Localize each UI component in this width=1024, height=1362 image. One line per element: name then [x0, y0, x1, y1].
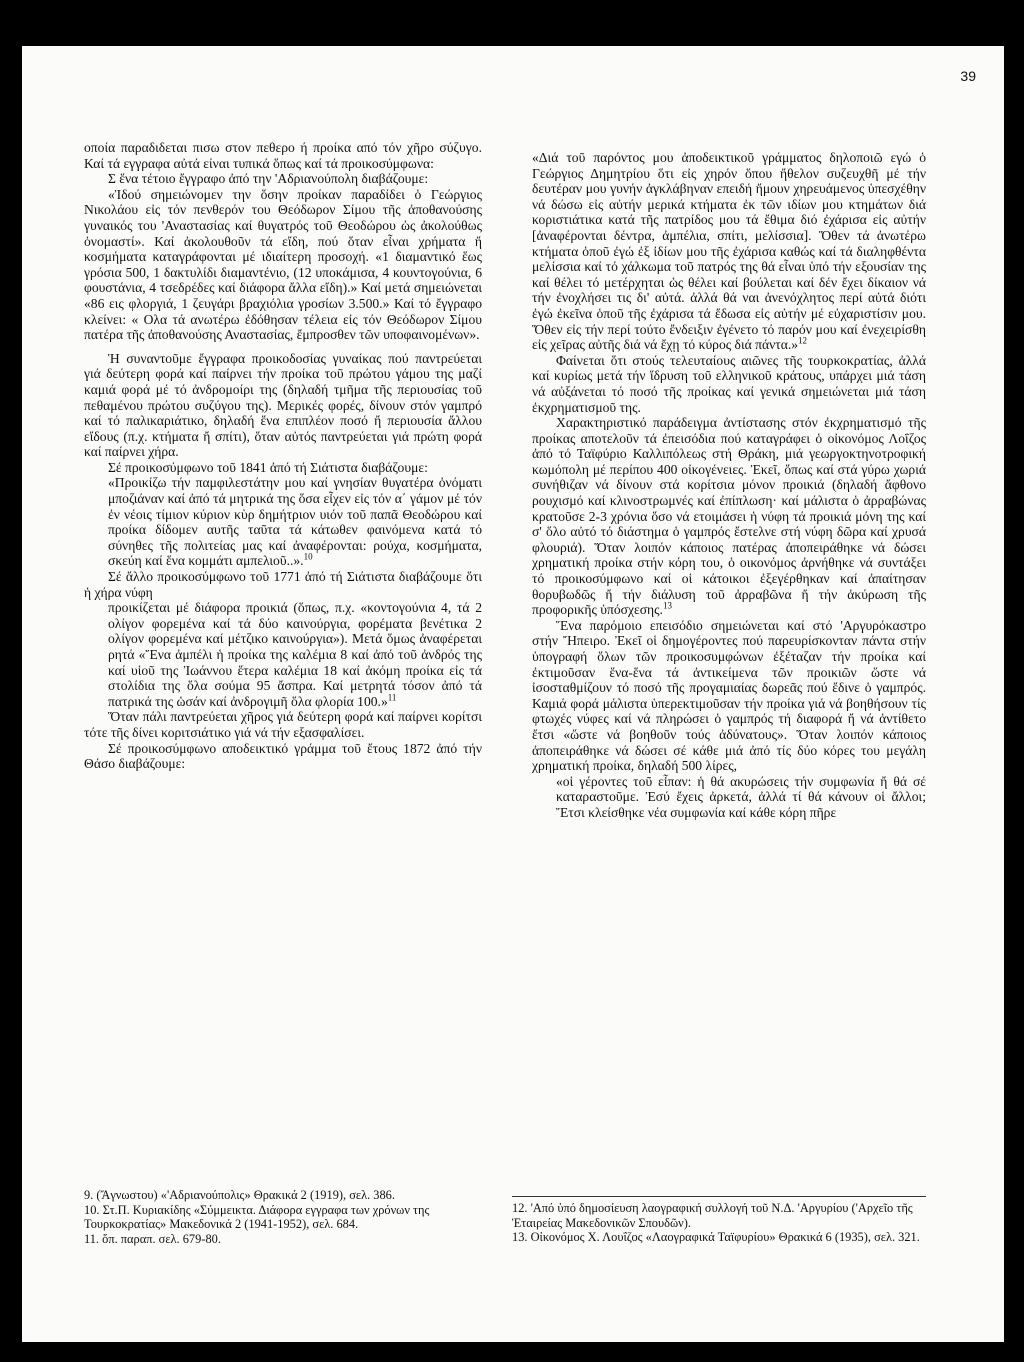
paragraph: Σέ προικοσύμφωνο τοῦ 1841 ἀπό τή Σιάτιστα διαβάζουμε: — [108, 459, 428, 475]
footnote-ref: 13 — [662, 600, 672, 611]
right-column — [532, 150, 926, 821]
paragraph: Ἡ συναντοῦμε ἔγγραφα προικοδοσίας γυναίκας πού παντρεύεται γιά δεύτερη φορά καί παίρνει τήν προίκα τοῦ πρώτου γάμου της μαζί καμιά φορά μέ τό ἀνδρομοίρι της (δηλαδή τμῆμα τῆς περιουσίας τοῦ πεθαμένου πρώτου συζύγου της). Μερικές φορές, δίνουν στόν γαμπρό καί τό παλικαριάτικο, δηλαδή ἕνα επιπλέον ποσό ἤ περιουσία ἄλλου εἴδους (π.χ. κτήματα ἤ σπίτι), ὅταν αὐτός παντρεύεται γιά πρώτη φορά καί παίρνει χήρα. — [84, 350, 482, 460]
footnote-ref: 11 — [387, 692, 397, 703]
footnote: 9. (Ἄγνωστου) «'Αδριανούπολις» Θρακικά 2 (1919), σελ. 386. — [84, 1188, 395, 1202]
quote-text: «Διά τοῦ παρόντος μου ἀποδεικτικοῦ γράμματος δηλοποιῶ εγώ ὁ Γεώργιος Δημητρίου ὅτι εἰς χηρόν ὅπου ἤθελον συζευχθῆ μέ τήν δευτέραν μου γυνήν ἀγκλάβηναν επειδή ἤμουν χηρευάμενος ὑπεσχέθην νά δώσω εἰς αὐτήν μερικά κτήματα ἐκ τῶν ιδίων μου κτημάτων διά κοριστιάτικα κατά τῆς πατρίδος μου τά ἔθιμα διό ἐχάρισα εἰς αὐτήν [ἀναφέρονται δέντρα, ἀμπέλια, σπίτι, μελίσσια]. Ὅθεν τά ἀνωτέρω κτήματα ὁποῦ ἐγώ ἐξ ἰδίων μου τῆς ἐχάρισα καθώς καί τά διαληφθέντα μελίσσια καί τό χάλκωμα τοῦ πατρός της θά εἶναι ὑπό τήν εξουσίαν της καί θέλει τό μετέρχηται ὡς θέλει καί βούλεται καί δέν ἔχει δίκαιον νά τήν ἐνοχλήσει τις δι' αὐτά. ἀλλά θά ναι ἀνενόχλητος περί αὐτά διότι ἐγώ ἐκεῖνα ὁποῦ τῆς ἐχάρισα τά ἔδωσα εἰς αὐτήν μέ εὐχαριστίσιν μου. Ὅθεν εἰς τήν περί τούτο ἔνδειξιν ἐγένετο τό παρόν μου καί ἐνεχειρίσθη εἰς χεῖρας αὐτῆς διά νά ἔχῃ τό κύρος διά πάντα.» — [532, 150, 926, 353]
paragraph-text: Χαρακτηριστικό παράδειγμα ἀντίστασης στόν ἐκχρηματισμό τῆς προίκας αποτελοῦν τά ἐπεισόδια πού καταγράφει ὁ οἰκονόμος Λοΐζος ἀπό τό Ταϊφύριο Καλλιπόλεως στή Θράκη, μιά γεωργοκτηνοτροφική κωμόπολη μέ περίπου 400 οἰκογένειες. Ἐκεῖ, ὅπως καί στά γύρω χωριά συνήθιζαν νά δίνουν στά κορίτσια μόνον προικιά (δηλαδή ἄφθονο ρουχισμό καί κλινοστρωμνές καί ἐπίπλωση· καί μάλιστα ὁ ἀρραβώνας κρατοῦσε 2-3 χρόνια ὅσο νά ετοιμάσει ἡ νύφη τά προικιά μόνη της καί σ' ὅλο αὐτό τό διάστημα ὁ γαμπρός ἔστελνε στή νύφη δῶρα καί χρυσά φλουριά). Ὅταν λοιπόν κάποιος πατέρας ἀποπειράθηκε νά δώσει χρηματική προίκα στήν κόρη του, ὁ οικονόμος ἀρνήθηκε νά συντάξει τό προικοσύμφωνο καί οἱ κάτοικοι ἐξεγέρθηκαν καί ἀπαίτησαν θορυβωδῶς ἤ τήν διάλυση τοῦ ἀρραβῶνα ἤ τήν ἀκύρωση τῆς προφορικῆς ὑπόσχεσης. — [532, 415, 926, 618]
quote — [84, 475, 482, 569]
quote — [84, 600, 482, 709]
paragraph — [532, 415, 926, 618]
footnote: 13. Οἰκονόμος Χ. Λουΐζος «Λαογραφικά Ταϊφυρίου» Θρακικά 6 (1935), σελ. 321. — [512, 1230, 920, 1245]
paragraph: Σέ ἄλλο προικοσύμφωνο τοῦ 1771 ἀπό τή Σιάτιστα διαβάζουμε ὅτι ἡ χήρα νύφη — [84, 569, 482, 600]
footnote: 10. Στ.Π. Κυριακίδης «Σύμμεικτα. Διάφορα εγγραφα των χρόνων της Τουρκοκρατίας» Μακεδονικά 2 (1941-1952), σελ. 684. — [84, 1202, 430, 1232]
paragraph: Σ ἕνα τέτοιο ἔγγραφο ἀπό την 'Αδριανούπολη διαβάζουμε: — [108, 171, 429, 187]
footnotes-left — [84, 1188, 482, 1246]
paragraph: Ἕνα παρόμοιο επεισόδιο σημειώνεται καί στό 'Αργυρόκαστρο στήν Ἤπειρο. Ἐκεῖ οἱ δημογέροντες πού παρευρίσκονταν πάντα στήν ὑπογραφή ὅλων τῶν προικοσυμφώνων ἐξέταζαν τήν προίκα καί ἐκτιμοῦσαν ἕνα-ἕνα τά ἀντικείμενα τῶν προικιῶν ὥστε νά ἰσοσταθμίζουν τό ποσό τῆς προγαμιαίας δωρεᾶς πού ἔδινε ὁ γαμπρός. Καμιά φορά μάλιστα ὑπερεκτιμοῦσαν τήν προίκα γιά νά βοηθήσουν τίς φτωχές νύφες καί νά πληρώσει ὁ γαμπρός τή διαφορά ἤ νά ἀντίθετο ἔτσι «ὥστε νά βοηθοῦν τούς ἀδύνατους». Ὅταν λοιπόν κάποιος ἀποπειράθηκε νά δώσει σέ κάθε μιά ἀπό τίς δύο κόρες του μεγάλη χρηματική προίκα, δηλαδή 500 λίρες, — [532, 617, 926, 774]
footnote: 12. 'Από ὑπό δημοσίευση λαογραφική συλλογή τοῦ Ν.Δ. 'Αργυρίου ('Αρχεῖο τῆς Ἑταιρείας Μακεδονικῶν Σπουδῶν). — [512, 1201, 913, 1230]
paragraph: Ὅταν πάλι παντρεύεται χῆρος γιά δεύτερη φορά καί παίρνει κορίτσι τότε τῆς δίνει κοριτσιάτικο γιά νά τήν εξασφαλίσει. — [84, 709, 482, 740]
quote-text: «Προικίζω τήν παμφιλεστάτην μου καί γνησίαν θυγατέρα ὀνόματι μποζιάναν καί ἀπό τά μητρικά της ὅσα εἶχεν εἰς τόν α΄ γάμον μέ τόν ἐν νέοις τίμιον κύριον κὺρ δημήτριον υιόν τοῦ παπᾶ Θεοδώρου καί προίκα δίδομεν αυτῆς ταῦτα τά κάτωθεν φαινόμενα κατά τό σύνηθες τῆς πολιτείας μας καί ἀναφέρονται: ρούχα, κοσμήματα, σκεύη καί ἕνα κομμάτι αμπελιοῦ..». — [108, 475, 482, 569]
scan-edge-mark — [12, 1316, 18, 1346]
footnote-ref: 12 — [798, 335, 808, 346]
quote-text: προικίζεται μέ διάφορα προικιά (ὅπως, π.χ. «κοντογούνια 4, τά 2 ολίγον φορεμένα καί τά δύο καινούργια, φορέματα βενέτικα 2 ολίγον φορεμένα καί μέτζικο καινούργια»). Μετά ὅμως ἀναφέρεται ρητά «Ἔνα ἀμπέλι ἡ προίκα της καλέμια 8 καί ἀπό τοῦ ἀνδρός της καί υἱοῦ της Ἰωάννου ἕτερα καλέμια 18 καί ἀκόμη προίκα εἰς τά στολίδια της ὅλα σούμα 95 ἄσπρα. Καί μετρητά τόσον ἀπό τά πατρικά της ὡσάν καί ἀνδρογιμῆ ὅλα φλορία 100.» — [108, 600, 482, 709]
quote: «οἱ γέροντες τοῦ εἶπαν: ἡ θά ακυρώσεις τήν συμφωνία ἤ θά σέ καταραστοῦμε. Ἐσύ ἔχεις ἀρκετά, ἀλλά τί θά κάνουν οἱ ἄλλοι; Ἔτσι κλείσθηκε νέα συμφωνία καί κάθε κόρη πῆρε — [556, 773, 926, 820]
page-number: 39 — [960, 68, 976, 84]
paragraph: Φαίνεται ὅτι στούς τελευταίους αιῶνες τῆς τουρκοκρατίας, ἀλλά καί κυρίως μετά τήν ἵδρυση τοῦ ελληνικοῦ κράτους, υπάρχει μιά τάση νά αὐξάνεται τό ποσό τῆς προίκας καί γενικά σημειώνεται μιά τάση ἐκχρηματισμοῦ της. — [532, 352, 926, 415]
paragraph: «Ἰδού σημειώνομεν την ὅσην προίκαν παραδίδει ὁ Γεώργιος Νικολάου εἰς τόν πενθερόν του Θεόδωρον Σίμου τῆς ἀποθανούσης γυναικός του 'Αναστασίας καί θυγατρός τοῦ Θεοδώρου ὡς ἀκολούθως ὀνομαστί». Καί ἀκολουθοῦν τά εἴδη, πού ὅταν εἶναι χρήματα ἤ κοσμήματα καταγράφονται μέ ιδιαίτερη προσοχή. «1 διαμαντικό ἕως γρόσια 500, 1 δακτυλίδι διαμαντένιο, (12 υποκάμισα, 4 κουντογούνια, 6 φουστάνια, 4 τσεδρέδες καί διάφορα ἄλλα εἴδη).» Καί μετά σημειώνεται «86 εις φλοργιά, 1 ζευγάρι βραχιόλια γροσίων 3.500.» Καί τό ἔγγραφο κλείνει: « Ολα τά ανωτέρω ἐδόθησαν τέλεια εἰς τόν Θεόδωρον Σίμου πατέρα τῆς ἀποθανούσης Αναστασίας, ἔμπροσθεν τῶν υποφαινομένων». — [84, 186, 482, 343]
left-column — [84, 140, 482, 772]
footnote-rule — [512, 1196, 926, 1197]
paragraph: Σέ προικοσύμφωνο αποδεικτικό γράμμα τοῦ ἔτους 1872 ἀπό τήν Θάσο διαβάζουμε: — [84, 740, 482, 772]
footnote-ref: 10 — [303, 551, 313, 562]
quote — [532, 150, 926, 353]
paragraph: οποία παραδιδεται πισω στον πεθερο ή προίκα από τόν χῆρο σύζυγο. Καί τά εγγραφα αὐτά είναι τυπικά ὅπως καί τά προικοσύμφωνα: — [84, 140, 482, 171]
footnote: 11. ὅπ. παραπ. σελ. 679-80. — [84, 1231, 221, 1246]
footnotes-right — [512, 1196, 926, 1245]
